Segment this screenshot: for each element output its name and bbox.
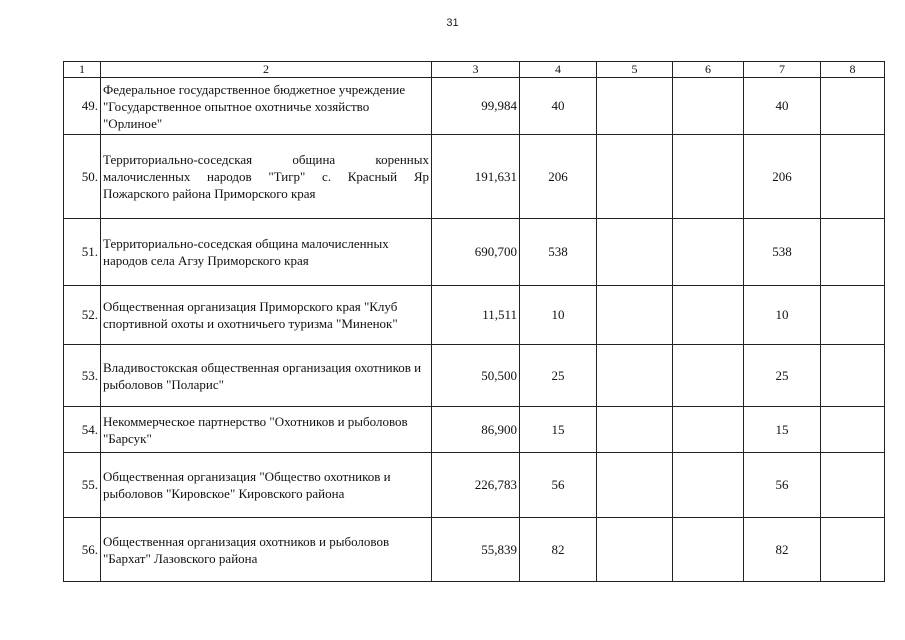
row-number: 49. — [64, 78, 101, 135]
page-number: 31 — [446, 17, 459, 29]
cell-col4: 25 — [520, 345, 597, 407]
table-row — [64, 453, 885, 518]
cell-col3: 191,631 — [432, 135, 520, 219]
cell-col5 — [597, 407, 673, 453]
column-header: 7 — [744, 62, 821, 78]
cell-col6 — [673, 407, 744, 453]
table-row — [64, 78, 885, 135]
column-header: 1 — [64, 62, 101, 78]
cell-col4: 56 — [520, 453, 597, 518]
column-header: 2 — [101, 62, 432, 78]
cell-col5 — [597, 286, 673, 345]
cell-col5 — [597, 78, 673, 135]
column-header: 3 — [432, 62, 520, 78]
cell-col7: 206 — [744, 135, 821, 219]
cell-col8 — [821, 453, 885, 518]
cell-col8 — [821, 135, 885, 219]
cell-col5 — [597, 219, 673, 286]
data-table — [63, 61, 885, 582]
cell-col6 — [673, 219, 744, 286]
cell-col4: 40 — [520, 78, 597, 135]
organization-name: Владивостокская общественная организация охотников и рыболовов "Поларис" — [101, 345, 432, 407]
cell-col7: 25 — [744, 345, 821, 407]
cell-col5 — [597, 345, 673, 407]
cell-col6 — [673, 135, 744, 219]
table-row — [64, 345, 885, 407]
cell-col5 — [597, 453, 673, 518]
cell-col4: 206 — [520, 135, 597, 219]
cell-col4: 82 — [520, 518, 597, 582]
row-number: 56. — [64, 518, 101, 582]
cell-col6 — [673, 78, 744, 135]
cell-col6 — [673, 453, 744, 518]
column-header: 8 — [821, 62, 885, 78]
cell-col5 — [597, 518, 673, 582]
cell-col3: 226,783 — [432, 453, 520, 518]
organization-name: Некоммерческое партнерство "Охотников и рыболовов "Барсук" — [101, 407, 432, 453]
organization-name: Общественная организация охотников и рыболовов "Бархат" Лазовского района — [101, 518, 432, 582]
cell-col8 — [821, 219, 885, 286]
cell-col3: 55,839 — [432, 518, 520, 582]
cell-col7: 40 — [744, 78, 821, 135]
cell-col6 — [673, 286, 744, 345]
cell-col3: 86,900 — [432, 407, 520, 453]
cell-col6 — [673, 518, 744, 582]
table-row — [64, 219, 885, 286]
column-header: 6 — [673, 62, 744, 78]
organization-name: Территориально-соседская община малочисленных народов села Агзу Приморского края — [101, 219, 432, 286]
row-number: 52. — [64, 286, 101, 345]
cell-col7: 15 — [744, 407, 821, 453]
cell-col8 — [821, 407, 885, 453]
row-number: 54. — [64, 407, 101, 453]
cell-col7: 82 — [744, 518, 821, 582]
table-row — [64, 286, 885, 345]
organization-name: Федеральное государственное бюджетное учреждение "Государственное опытное охотничье хозяйство "Орлиное" — [101, 78, 432, 135]
cell-col8 — [821, 286, 885, 345]
table-row — [64, 407, 885, 453]
cell-col3: 99,984 — [432, 78, 520, 135]
cell-col7: 10 — [744, 286, 821, 345]
organization-name: Общественная организация "Общество охотников и рыболовов "Кировское" Кировского района — [101, 453, 432, 518]
row-number: 50. — [64, 135, 101, 219]
cell-col4: 10 — [520, 286, 597, 345]
cell-col7: 56 — [744, 453, 821, 518]
organization-name: Общественная организация Приморского края "Клуб спортивной охоты и охотничьего туризма "Миненок" — [101, 286, 432, 345]
cell-col8 — [821, 345, 885, 407]
cell-col8 — [821, 78, 885, 135]
table-row — [64, 518, 885, 582]
cell-col4: 538 — [520, 219, 597, 286]
cell-col3: 690,700 — [432, 219, 520, 286]
cell-col4: 15 — [520, 407, 597, 453]
table-row — [64, 135, 885, 219]
cell-col8 — [821, 518, 885, 582]
cell-col3: 11,511 — [432, 286, 520, 345]
cell-col3: 50,500 — [432, 345, 520, 407]
organization-name: Территориально-соседская община коренных малочисленных народов "Тигр" с. Красный Яр Пожарского района Приморского края — [101, 135, 432, 219]
cell-col6 — [673, 345, 744, 407]
cell-col5 — [597, 135, 673, 219]
column-header: 4 — [520, 62, 597, 78]
column-header-row — [64, 62, 885, 78]
cell-col7: 538 — [744, 219, 821, 286]
row-number: 53. — [64, 345, 101, 407]
row-number: 51. — [64, 219, 101, 286]
column-header: 5 — [597, 62, 673, 78]
row-number: 55. — [64, 453, 101, 518]
